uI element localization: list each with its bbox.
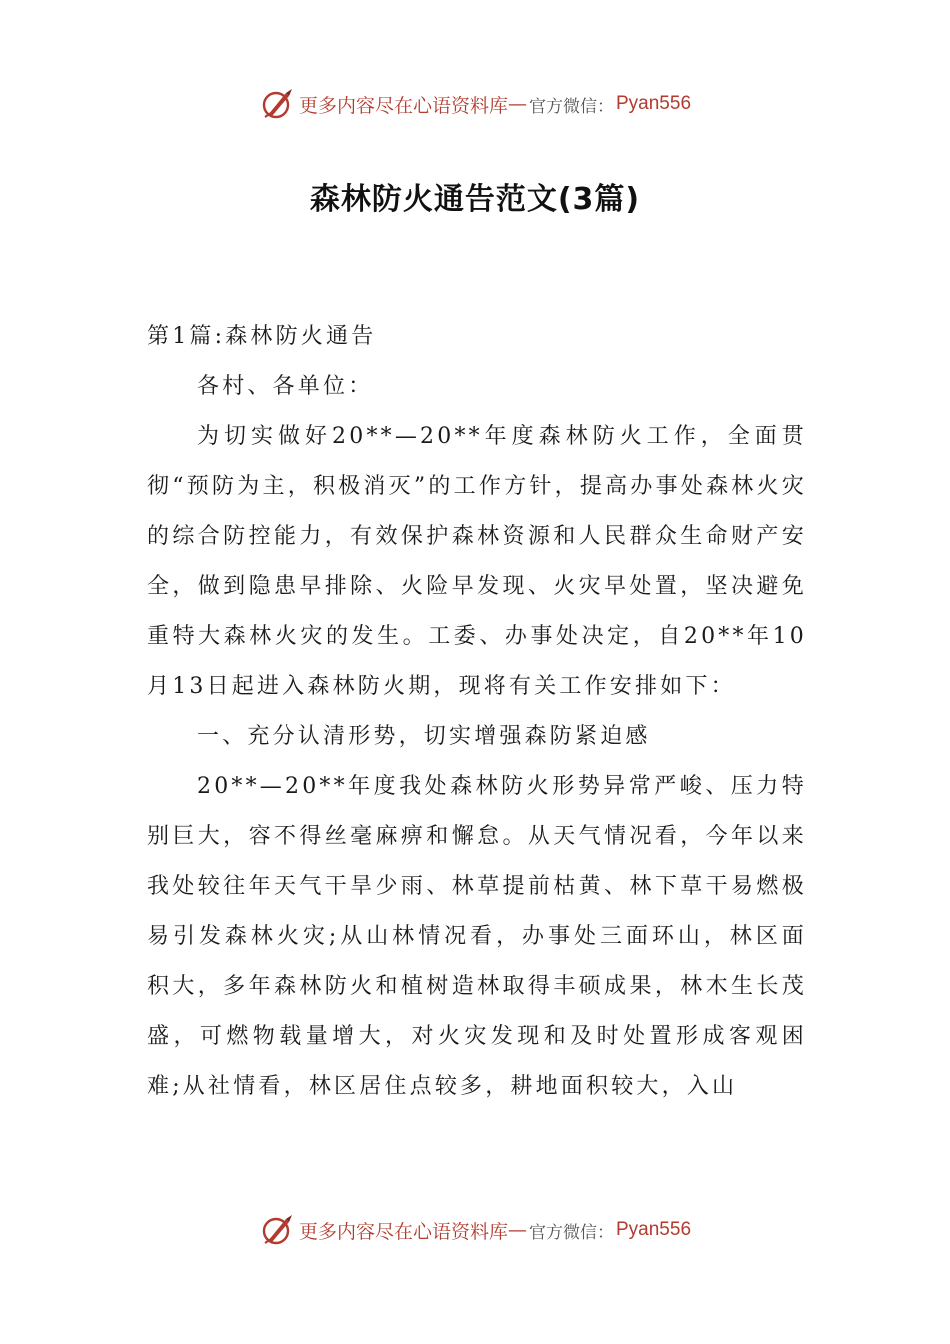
subheading: 一、充分认清形势，切实增强森防紧迫感 [197,724,651,749]
section-heading: 第1篇:森林防火通告 [147,324,377,349]
body-paragraph: 为切实做好20**—20**年度森林防火工作，全面贯彻“预防为主，积极消灭”的工作方针，提高办事处森林火灾的综合防控能力，有效保护森林资源和人民群众生命财产安全，做到隐患早排除、火险早发现、火灾早处置，坚决避免重特大森林火灾的发生。工委、办事处决定，自20**年10月13日起进入森林防火期，现将有关工作安排如下： [147,424,807,699]
header-watermark-banner [0,84,950,124]
banner-wechat-id: Pyan556 [616,93,692,114]
banner-dash: — [508,93,527,115]
banner-wechat-label: 官方微信： [529,96,614,117]
body-paragraph: 20**—20**年度我处森林防火形势异常严峻、压力特别巨大，容不得丝毫麻痹和懈怠。从天气情况看，今年以来我处较往年天气干旱少雨、林草提前枯黄、林下草干易燃极易引发森林火灾;从山林情况看，办事处三面环山，林区面积大，多年森林防火和植树造林取得丰硕成果，林木生长茂盛，可燃物载量增大，对火灾发现和及时处置形成客观困难;从社情看，林区居住点较多，耕地面积较大，入山 [147,774,807,1099]
document-title: 森林防火通告范文(3篇) [309,182,641,217]
footer-watermark-banner [0,1210,950,1250]
banner-main-text: 更多内容尽在心语资料库 [298,1220,508,1243]
banner-wechat-label: 官方微信： [529,1222,614,1243]
salutation: 各村、各单位： [197,374,374,399]
banner-wechat-id: Pyan556 [616,1219,692,1240]
document-body [147,312,807,1112]
quill-pen-logo-icon [259,86,295,122]
quill-pen-logo-icon [259,1212,295,1248]
banner-main-text: 更多内容尽在心语资料库 [298,94,508,117]
banner-dash: — [508,1219,527,1241]
